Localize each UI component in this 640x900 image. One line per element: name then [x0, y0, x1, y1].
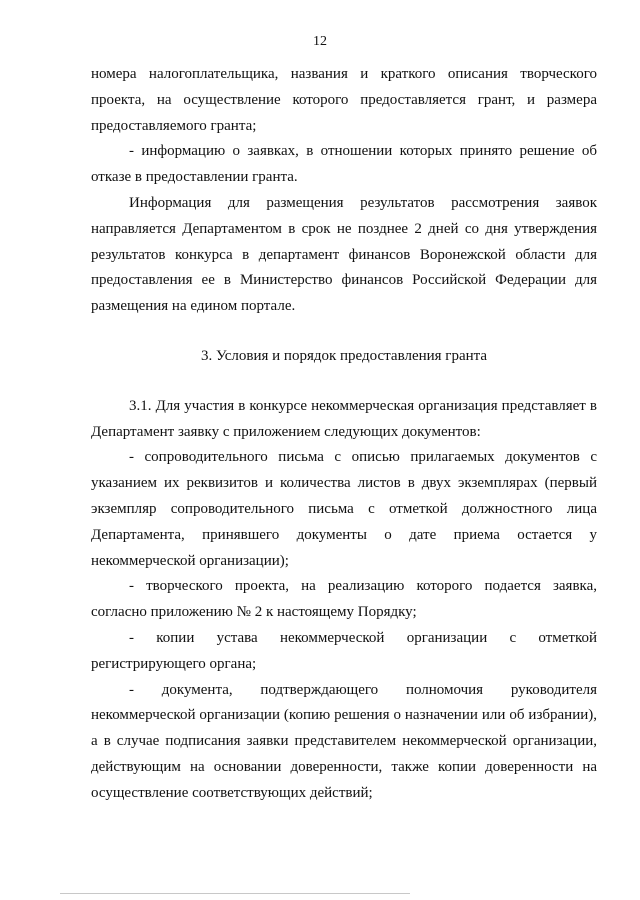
list-item-charter-copy: - копии устава некоммерческой организации с отметкой регистрирующего органа;: [91, 629, 597, 672]
list-item-authority-document: - документа, подтверждающего полномочия руководителя некоммерческой организации (копию решения о назначении или об избрании), а в случае подписания заявки представителем некоммерческой организации, действующим на основании доверенности, также копии доверенности на осуществление соответствующих действий;: [91, 681, 597, 801]
list-item-cover-letter: - сопроводительного письма с описью прилагаемых документов с указанием их реквизитов и количества листов в двух экземплярах (первый экземпляр сопроводительного письма с отметкой должностного лица Департамента, принявшего документы о дате приема остается у некоммерческой организации);: [91, 449, 597, 569]
scan-edge-line: [60, 893, 410, 894]
document-body: [91, 62, 597, 807]
list-item-creative-project: - творческого проекта, на реализацию которого подается заявка, согласно приложению № 2 к настоящему Порядку;: [91, 578, 597, 621]
section-heading: 3. Условия и порядок предоставления гранта: [200, 347, 488, 364]
paragraph-continuation: номера налогоплательщика, названия и краткого описания творческого проекта, на осуществление которого предоставляется грант, и размера предоставляемого гранта;: [91, 66, 597, 134]
paragraph-refusal-info: - информацию о заявках, в отношении которых принято решение об отказе в предоставлении гранта.: [91, 143, 597, 186]
paragraph-results-info: Информация для размещения результатов рассмотрения заявок направляется Департаментом в срок не позднее 2 дней со дня утверждения результатов конкурса в департамент финансов Воронежской области для предоставления ее в Министерство финансов Российской Федерации для размещения на едином портале.: [91, 194, 597, 315]
page-number: 12: [313, 34, 327, 49]
paragraph-3-1: 3.1. Для участия в конкурсе некоммерческая организация представляет в Департамент заявку с приложением следующих документов:: [91, 397, 597, 440]
